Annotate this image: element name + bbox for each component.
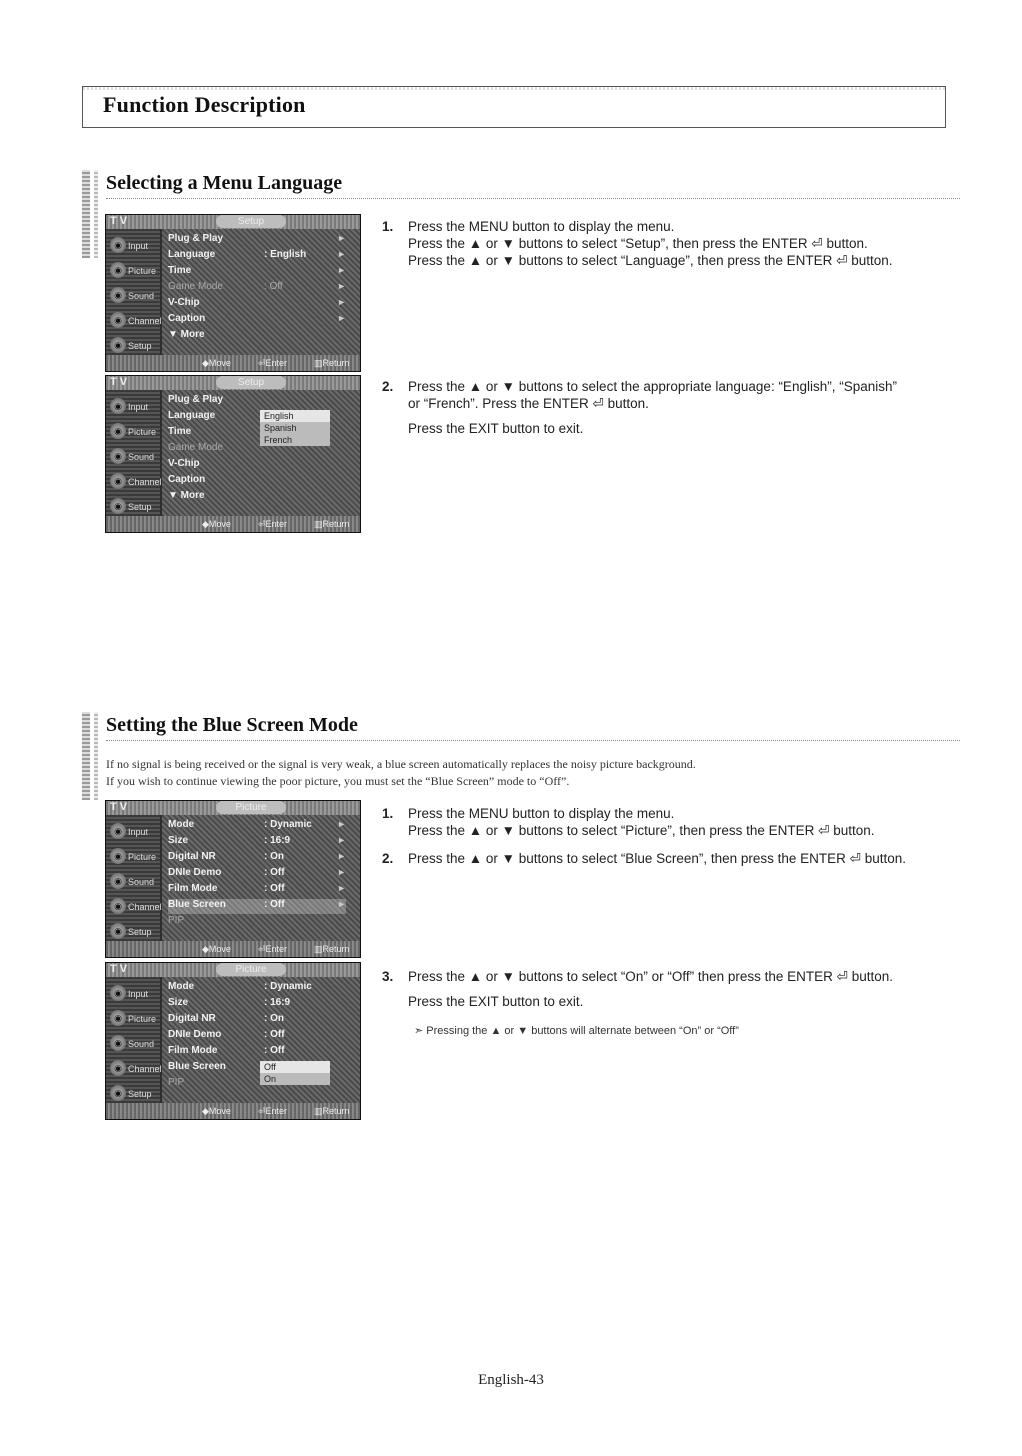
osd-sidebar-label: Setup (128, 502, 152, 512)
osd-popup-option: French (264, 435, 293, 445)
osd-channel-icon: ◉ (110, 898, 126, 914)
osd-row-label: Language (168, 249, 216, 260)
section-accent-bar-inner (94, 712, 98, 800)
osd-menu-title: Setup (216, 376, 286, 389)
osd-sidebar (106, 815, 160, 941)
osd-tv-label: T V (110, 801, 128, 813)
osd-row-arrow-icon: ► (337, 281, 346, 291)
osd-menu-row (168, 1029, 346, 1044)
osd-sidebar-item-sound (108, 871, 158, 893)
osd-row-label: DNIe Demo (168, 867, 222, 878)
osd-row-label: Mode (168, 981, 195, 992)
osd-sidebar (106, 977, 160, 1103)
osd-input-icon: ◉ (110, 823, 126, 839)
osd-sidebar (106, 390, 160, 516)
note-alternate-on-off: ➣ Pressing the ▲ or ▼ buttons will alternate between “On” or “Off” (414, 1025, 739, 1037)
osd-menu-row (168, 851, 346, 866)
osd-sidebar-label: Channel (128, 1064, 162, 1074)
osd-menu-row (168, 394, 346, 409)
osd-sidebar-label: Input (128, 827, 149, 837)
osd-hint: ▥Return (314, 1106, 350, 1116)
osd-popup-option: English (260, 410, 330, 422)
osd-sidebar-item-setup (108, 496, 158, 518)
osd-sound-icon: ◉ (110, 287, 126, 303)
osd-bottom-bar (106, 516, 360, 532)
osd-sidebar-item-sound (108, 446, 158, 468)
osd-option-popup (260, 410, 330, 446)
osd-hint: ⏎Enter (258, 519, 288, 529)
osd-row-value: : On (264, 851, 284, 862)
osd-menu-row (168, 915, 346, 930)
osd-picture-icon: ◉ (110, 262, 126, 278)
osd-sidebar-item-setup (108, 1083, 158, 1105)
osd-sound-icon: ◉ (110, 873, 126, 889)
osd-row-label: V-Chip (168, 458, 200, 469)
osd-row-value: : Dynamic (264, 981, 312, 992)
step-number: 1. (382, 806, 394, 821)
osd-sound-icon: ◉ (110, 1035, 126, 1051)
osd-row-value: : Off (264, 899, 285, 910)
osd-row-label: Blue Screen (168, 899, 226, 910)
osd-row-label: Plug & Play (168, 233, 224, 244)
osd-row-value: : English (264, 249, 307, 260)
osd-sidebar-item-setup (108, 335, 158, 357)
osd-row-value: : 16:9 (264, 997, 291, 1008)
osd-sidebar-label: Picture (128, 427, 157, 437)
osd-sidebar-label: Channel (128, 477, 162, 487)
osd-tv-label: T V (110, 963, 128, 975)
step-line: Press the EXIT button to exit. (408, 421, 584, 436)
osd-row-label: Plug & Play (168, 394, 224, 405)
osd-input-icon: ◉ (110, 985, 126, 1001)
osd-menu-row (168, 474, 346, 489)
osd-row-value: : Off (264, 281, 283, 292)
step-line: Press the ▲ or ▼ buttons to select “On” or “Off” then press the ENTER ⏎ button. (408, 969, 893, 984)
tv-osd-blue-screen-popup (105, 962, 361, 1120)
osd-row-label: PIP (168, 915, 185, 926)
osd-sidebar-label: Input (128, 402, 149, 412)
osd-top-bar (106, 963, 360, 977)
osd-menu-row (168, 1013, 346, 1028)
osd-sidebar-label: Sound (128, 877, 155, 887)
step-line: Press the ▲ or ▼ buttons to select “Setup”, then press the ENTER ⏎ button. (408, 236, 868, 251)
osd-row-value: : Off (264, 1045, 285, 1056)
osd-sound-icon: ◉ (110, 448, 126, 464)
osd-sidebar (106, 229, 160, 355)
osd-channel-icon: ◉ (110, 312, 126, 328)
osd-sidebar-item-channel (108, 471, 162, 493)
osd-menu-row (168, 835, 346, 850)
osd-row-value: : On (264, 1013, 284, 1024)
osd-row-value: : Off (264, 883, 285, 894)
step-instructions (408, 218, 988, 269)
step-line: Press the ▲ or ▼ buttons to select “Picture”, then press the ENTER ⏎ button. (408, 823, 875, 838)
osd-row-value: : 16:9 (264, 835, 291, 846)
osd-hint: ▥Return (314, 519, 350, 529)
osd-main-panel (162, 390, 360, 516)
osd-row-label: Digital NR (168, 1013, 216, 1024)
osd-tv-label: T V (110, 215, 128, 227)
section-divider (106, 740, 960, 741)
intro-line-1: If no signal is being received or the signal is very weak, a blue screen automatically replaces the noisy picture background. (106, 757, 696, 771)
osd-row-value: : Off (264, 1029, 285, 1040)
osd-picture-icon: ◉ (110, 848, 126, 864)
osd-sidebar-item-sound (108, 285, 158, 307)
osd-row-arrow-icon: ► (337, 819, 346, 829)
header-title: Function Description (103, 92, 306, 117)
osd-row-arrow-icon: ► (337, 851, 346, 861)
osd-top-bar (106, 801, 360, 815)
osd-sidebar-label: Channel (128, 902, 162, 912)
section-divider (106, 198, 960, 199)
tv-osd-setup-menu (105, 214, 361, 372)
osd-bottom-bar (106, 1103, 360, 1119)
osd-row-arrow-icon: ► (337, 313, 346, 323)
osd-sidebar-item-picture (108, 421, 158, 443)
osd-row-label: Size (168, 997, 189, 1008)
osd-hint: ▥Return (314, 944, 350, 954)
osd-sidebar-label: Sound (128, 1039, 155, 1049)
osd-row-label: ▼ More (168, 329, 205, 340)
osd-input-icon: ◉ (110, 398, 126, 414)
osd-sidebar-item-channel (108, 896, 162, 918)
osd-row-label: Digital NR (168, 851, 216, 862)
step-line: Press the ▲ or ▼ buttons to select the appropriate language: “English”, “Spanish” (408, 379, 897, 394)
osd-row-label: Size (168, 835, 189, 846)
osd-row-arrow-icon: ► (337, 883, 346, 893)
osd-menu-row (168, 329, 346, 344)
osd-hint: ⏎Enter (258, 1106, 288, 1116)
step-instructions (408, 850, 988, 867)
blue-screen-intro (106, 756, 696, 790)
osd-row-label: Language (168, 410, 216, 421)
osd-setup-icon: ◉ (110, 337, 126, 353)
step-line: Press the ▲ or ▼ buttons to select “Language”, then press the ENTER ⏎ button. (408, 253, 893, 268)
osd-sidebar-item-picture (108, 1008, 158, 1030)
section-accent-bar (82, 712, 90, 800)
osd-row-label: Time (168, 426, 192, 437)
osd-top-bar (106, 215, 360, 229)
osd-menu-row (168, 249, 346, 264)
osd-menu-title: Setup (216, 215, 286, 228)
osd-row-label: Caption (168, 474, 206, 485)
osd-sidebar-label: Setup (128, 341, 152, 351)
osd-setup-icon: ◉ (110, 923, 126, 939)
osd-row-arrow-icon: ► (337, 867, 346, 877)
step-instructions (408, 805, 988, 839)
osd-main-panel (162, 229, 360, 355)
osd-hint: ◆Move (202, 1106, 231, 1116)
osd-channel-icon: ◉ (110, 1060, 126, 1076)
osd-sidebar-item-channel (108, 310, 162, 332)
osd-menu-row (168, 233, 346, 248)
osd-sidebar-item-setup (108, 921, 158, 943)
osd-row-value: : Dynamic (264, 819, 312, 830)
section-title-menu-language: Selecting a Menu Language (106, 172, 343, 194)
section-accent-bar-inner (94, 170, 98, 258)
function-description-header (82, 86, 946, 128)
osd-menu-row (168, 265, 346, 280)
osd-sidebar-label: Input (128, 241, 149, 251)
osd-menu-title: Picture (216, 963, 286, 976)
osd-popup-option: Off (260, 1061, 330, 1073)
step-instructions (408, 378, 988, 437)
osd-menu-title: Picture (216, 801, 286, 814)
step-line: Press the EXIT button to exit. (408, 994, 584, 1009)
osd-popup-option: On (264, 1074, 277, 1084)
osd-sidebar-label: Input (128, 989, 149, 999)
osd-menu-row (168, 490, 346, 505)
step-line: Press the MENU button to display the menu. (408, 219, 675, 234)
osd-row-label: Mode (168, 819, 195, 830)
osd-hint: ◆Move (202, 944, 231, 954)
osd-top-bar (106, 376, 360, 390)
tv-osd-picture-menu (105, 800, 361, 958)
osd-hint: ◆Move (202, 358, 231, 368)
osd-bottom-bar (106, 941, 360, 957)
osd-row-label: PIP (168, 1077, 185, 1088)
section-title-blue-screen: Setting the Blue Screen Mode (106, 714, 358, 736)
osd-row-arrow-icon: ► (337, 265, 346, 275)
osd-menu-row (168, 981, 346, 996)
osd-row-label: Film Mode (168, 1045, 218, 1056)
osd-row-arrow-icon: ► (337, 899, 346, 909)
osd-tv-label: T V (110, 376, 128, 388)
osd-row-arrow-icon: ► (337, 249, 346, 259)
osd-hint: ▥Return (314, 358, 350, 368)
step-number: 3. (382, 969, 394, 984)
osd-sidebar-label: Picture (128, 1014, 157, 1024)
osd-menu-row (168, 867, 346, 882)
osd-popup-option: Spanish (264, 423, 297, 433)
tv-osd-language-popup (105, 375, 361, 533)
osd-row-label: Caption (168, 313, 206, 324)
step-number: 2. (382, 379, 394, 394)
osd-option-popup (260, 1061, 330, 1085)
osd-sidebar-item-picture (108, 846, 158, 868)
osd-row-label: Game Mode (168, 281, 224, 292)
osd-hint: ⏎Enter (258, 358, 288, 368)
osd-row-label: Blue Screen (168, 1061, 226, 1072)
osd-row-label: Time (168, 265, 192, 276)
osd-hint: ◆Move (202, 519, 231, 529)
osd-hint: ⏎Enter (258, 944, 288, 954)
osd-sidebar-label: Picture (128, 266, 157, 276)
osd-sidebar-label: Setup (128, 927, 152, 937)
osd-row-label: Game Mode (168, 442, 224, 453)
osd-menu-row (168, 297, 346, 312)
osd-menu-row (168, 883, 346, 898)
osd-row-label: ▼ More (168, 490, 205, 501)
osd-menu-row (168, 899, 346, 914)
osd-picture-icon: ◉ (110, 1010, 126, 1026)
osd-sidebar-item-input (108, 983, 158, 1005)
osd-row-arrow-icon: ► (337, 297, 346, 307)
osd-main-panel (162, 977, 360, 1103)
osd-bottom-bar (106, 355, 360, 371)
osd-menu-row (168, 281, 346, 296)
osd-menu-row (168, 819, 346, 834)
osd-sidebar-item-channel (108, 1058, 162, 1080)
step-instructions (408, 968, 988, 1010)
step-number: 2. (382, 851, 394, 866)
osd-sidebar-label: Setup (128, 1089, 152, 1099)
osd-sidebar-item-input (108, 821, 158, 843)
osd-menu-row (168, 1045, 346, 1060)
osd-row-arrow-icon: ► (337, 835, 346, 845)
step-line: Press the ▲ or ▼ buttons to select “Blue Screen”, then press the ENTER ⏎ button. (408, 851, 907, 866)
page-number: English-43 (478, 1372, 544, 1388)
osd-sidebar-label: Sound (128, 291, 155, 301)
step-line: or “French”. Press the ENTER ⏎ button. (408, 396, 649, 411)
osd-sidebar-item-input (108, 235, 158, 257)
osd-menu-row (168, 458, 346, 473)
osd-input-icon: ◉ (110, 237, 126, 253)
osd-main-panel (162, 815, 360, 941)
osd-row-label: DNIe Demo (168, 1029, 222, 1040)
osd-row-label: V-Chip (168, 297, 200, 308)
osd-menu-row (168, 313, 346, 328)
osd-sidebar-label: Picture (128, 852, 157, 862)
osd-row-arrow-icon: ► (337, 233, 346, 243)
osd-row-label: Film Mode (168, 883, 218, 894)
osd-setup-icon: ◉ (110, 498, 126, 514)
osd-sidebar-item-picture (108, 260, 158, 282)
osd-channel-icon: ◉ (110, 473, 126, 489)
osd-menu-row (168, 997, 346, 1012)
osd-picture-icon: ◉ (110, 423, 126, 439)
step-line: Press the MENU button to display the menu. (408, 806, 675, 821)
intro-line-2: If you wish to continue viewing the poor picture, you must set the “Blue Screen” mode to “Off”. (106, 774, 570, 788)
osd-sidebar-label: Channel (128, 316, 162, 326)
osd-sidebar-item-sound (108, 1033, 158, 1055)
osd-sidebar-item-input (108, 396, 158, 418)
osd-sidebar-label: Sound (128, 452, 155, 462)
osd-row-value: : Off (264, 867, 285, 878)
step-number: 1. (382, 219, 394, 234)
section-accent-bar (82, 170, 90, 258)
osd-setup-icon: ◉ (110, 1085, 126, 1101)
